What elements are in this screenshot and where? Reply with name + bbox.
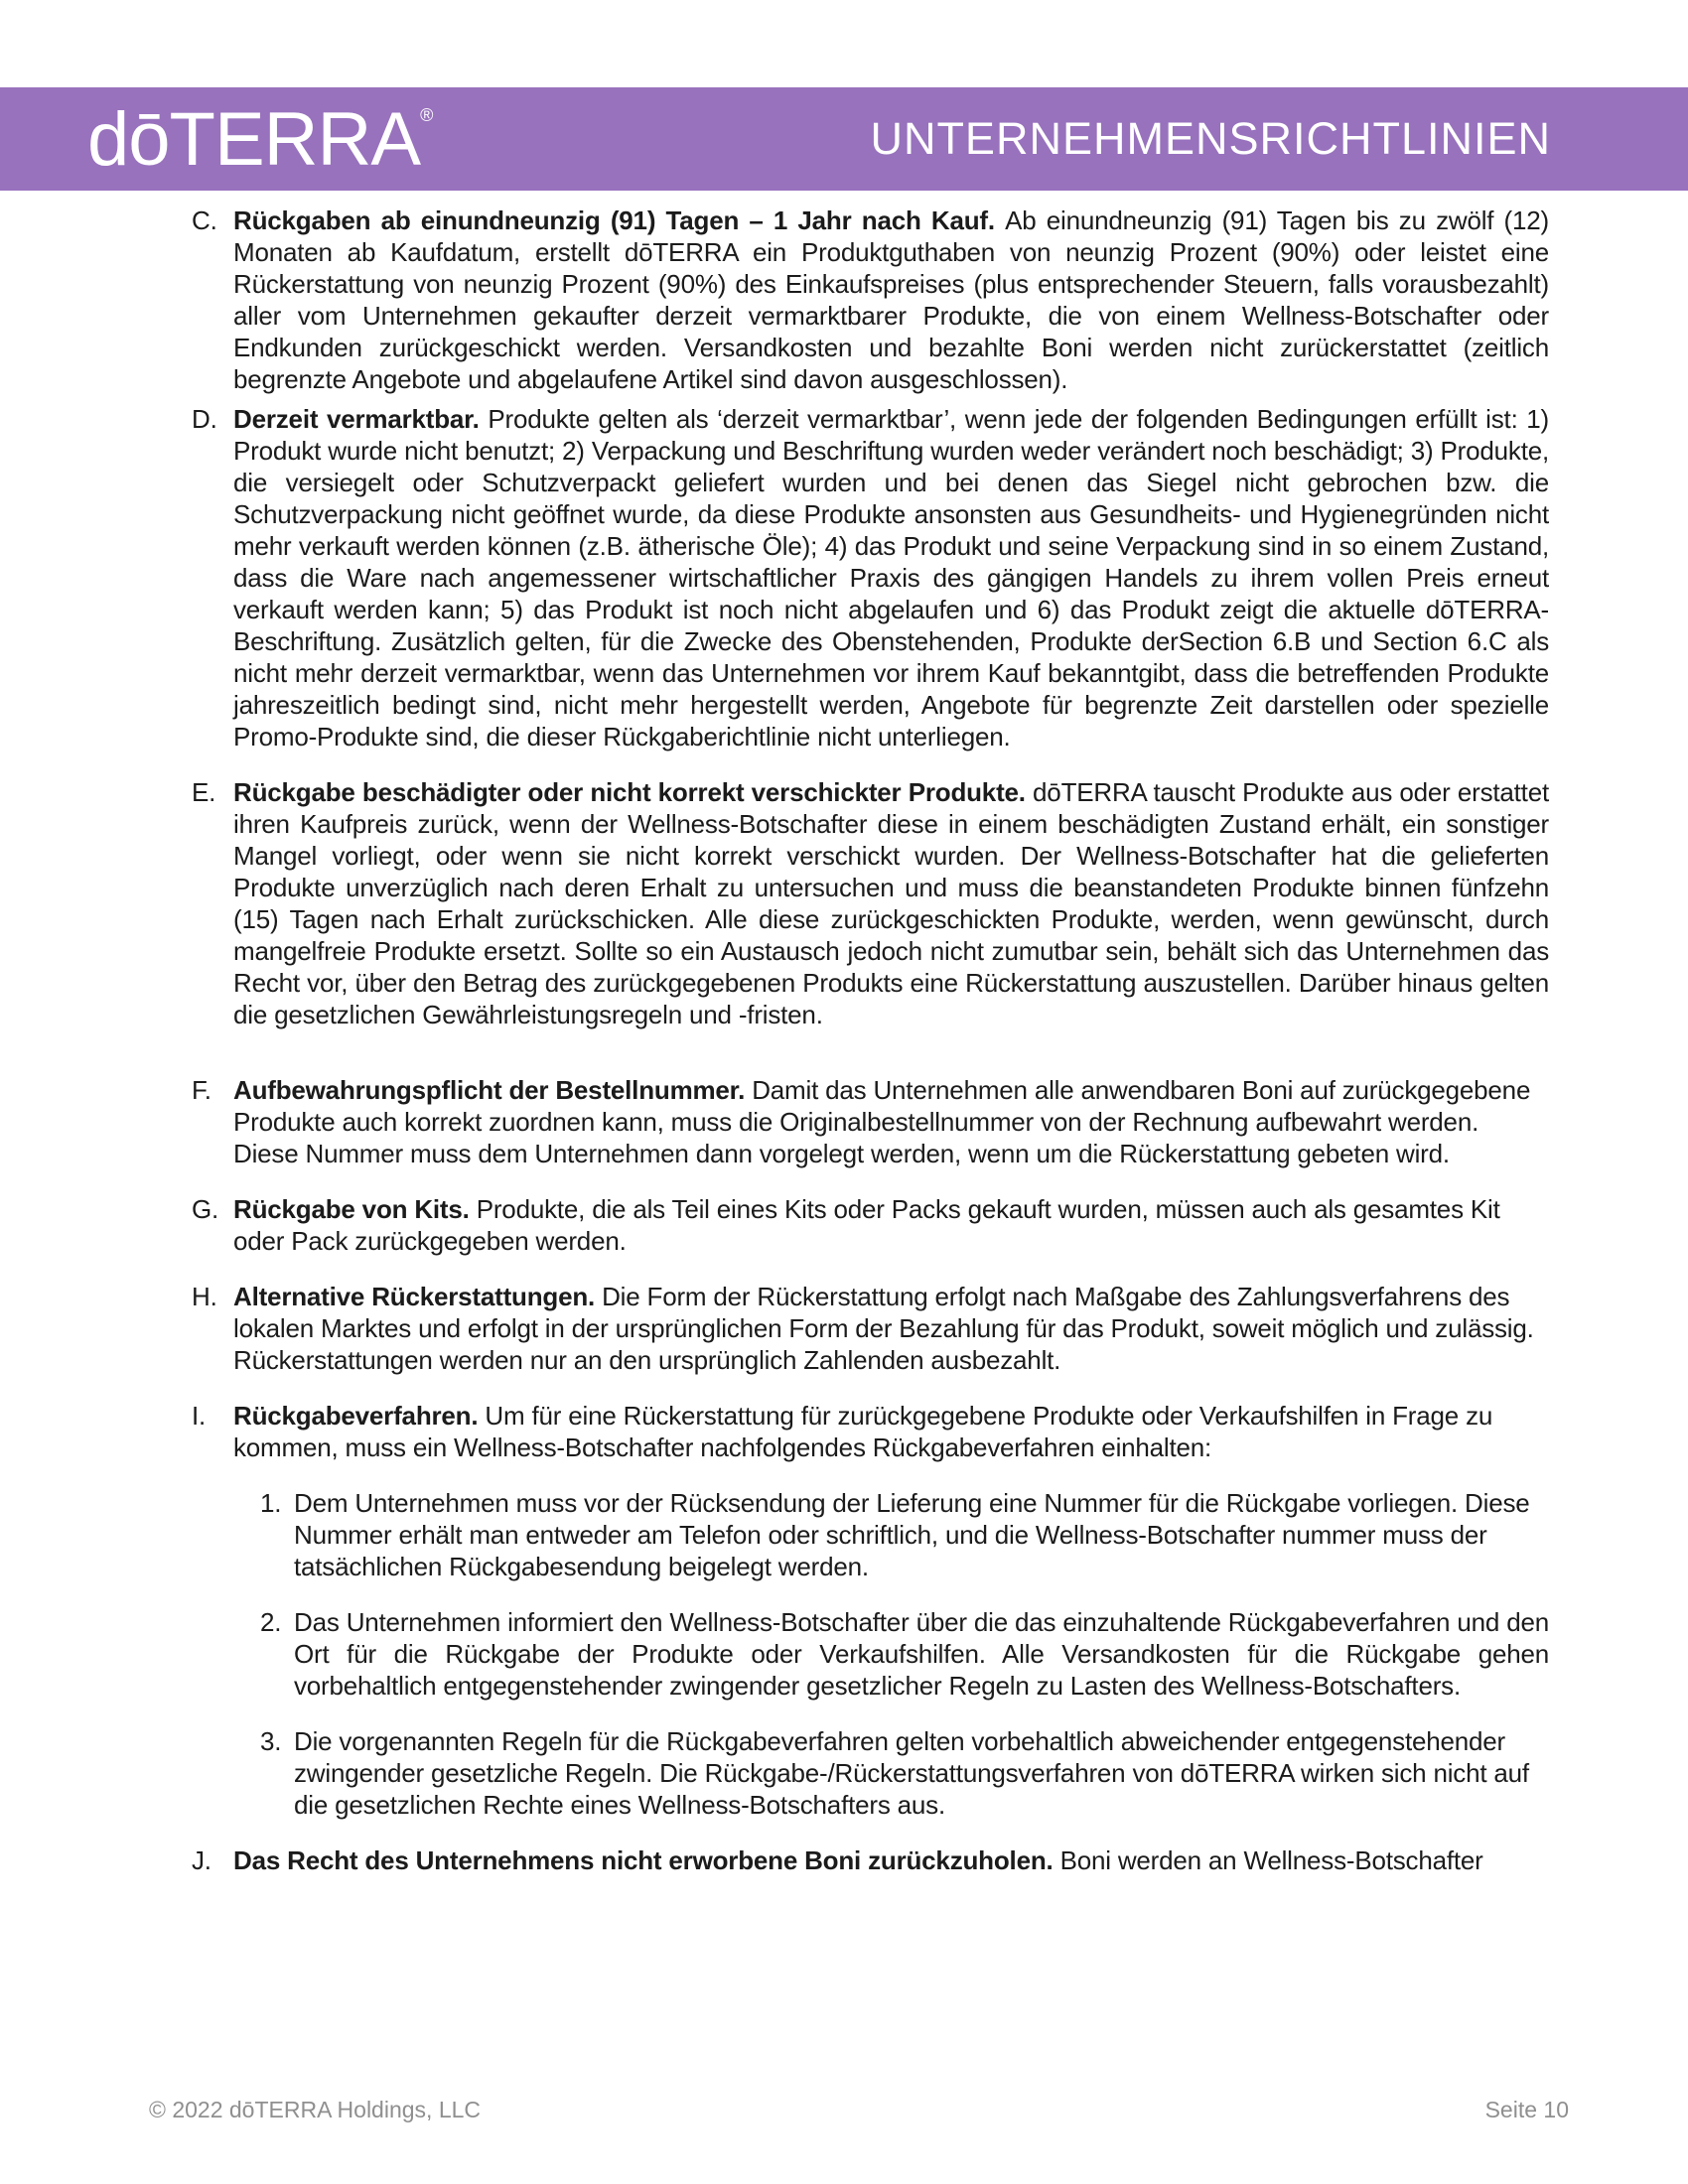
section-d [192, 403, 1549, 752]
section-body: Produkte, die als Teil eines Kits oder Packs gekauft wurden, müssen auch als gesamtes Kit oder Pack zurückgegeben werden. [233, 1194, 1500, 1256]
section-body: dōTERRA tauscht Produkte aus oder erstattet ihren Kaufpreis zurück, wenn der Wellness-Botschafter diese in einem beschädigten Zustand erhält, ein sonstiger Mangel vorliegt, oder wenn sie nicht korrekt verschickt wurden. Der Wellness-Botschafter hat die gelieferten Produkte unverzüglich nach deren Erhalt zu untersuchen und muss die beanstandeten Produkte binnen fünfzehn (15) Tagen nach Erhalt zurückschicken. Alle diese zurückgeschickten Produkte, werden, wenn gewünscht, durch mangelfreie Produkte ersetzt. Sollte so ein Austausch jedoch nicht zumutbar sein, behält sich das Unternehmen das Recht vor, über den Betrag des zurückgegebenen Produkts eine Rückerstattung auszustellen. Darüber hinaus gelten die gesetzlichen Gewährleistungsregeln und -fristen. [233, 777, 1549, 1029]
list-item [260, 1725, 1549, 1821]
section-body: Ab einundneunzig (91) Tagen bis zu zwölf (12) Monaten ab Kaufdatum, erstellt dōTERRA ein Produktguthaben von neunzig Prozent (90%) oder leistet eine Rückerstattung von neunzig Prozent (90%) des Einkaufspreises (plus entsprechender Steuern, falls vorausbezahlt) aller vom Unternehmen gekaufter derzeit vermarktbarer Produkte, die von einem Wellness-Botschafter oder Endkunden zurückgeschickt werden. Versandkosten und bezahlte Boni werden nicht zurückerstattet (zeitlich begrenzte Angebote und abgelaufene Artikel sind davon ausgeschlossen). [233, 205, 1549, 394]
section-title: Rückgabeverfahren. [233, 1401, 486, 1431]
section-body: Die Form der Rückerstattung erfolgt nach Maßgabe des Zahlungsverfahrens des lokalen Marktes und erfolgt in der ursprünglichen Form der Bezahlung für das Produkt, soweit möglich und zulässig. Rückerstattungen werden nur an den ursprünglich Zahlenden ausbezahlt. [233, 1282, 1534, 1375]
copyright-text: © 2022 dōTERRA Holdings, LLC [149, 2097, 482, 2122]
list-item-text: Dem Unternehmen muss vor der Rücksendung der Lieferung eine Nummer für die Rückgabe vorliegen. Diese Nummer erhält man entweder am Telefon oder schriftlich, und die Wellness-Botschafter nummer muss der tatsächlichen Rückgabesendung beigelegt werden. [294, 1488, 1530, 1581]
section-label: C. [192, 205, 217, 235]
section-title: Rückgabe beschädigter oder nicht korrekt verschickter Produkte. [233, 777, 1034, 807]
list-item [260, 1606, 1549, 1702]
section-text [233, 776, 1549, 1030]
section-body: Um für eine Rückerstattung für zurückgegebene Produkte oder Verkaufshilfen in Frage zu kommen, muss ein Wellness-Botschafter nachfolgendes Rückgabeverfahren einhalten: [233, 1401, 1493, 1462]
section-label: I. [192, 1401, 207, 1431]
section-g [192, 1193, 1549, 1257]
section-title: Rückgabe von Kits. [233, 1194, 477, 1224]
list-item [260, 1487, 1549, 1582]
section-text [233, 403, 1549, 752]
section-label: H. [192, 1282, 217, 1311]
list-item-text: Das Unternehmen informiert den Wellness-Botschafter über die das einzuhaltende Rückgabeverfahren und den Ort für die Rückgabe der Produkte oder Verkaufshilfen. Alle Versandkosten für die Rückgabe gehen vorbehaltlich entgegenstehender zwingender gesetzlicher Regeln zu Lasten des Wellness-Botschafters. [294, 1607, 1549, 1701]
list-item-text: Die vorgenannten Regeln für die Rückgabeverfahren gelten vorbehaltlich abweichender entgegenstehender zwingender gesetzliche Regeln. Die Rückgabe-/Rückerstattungsverfahren von dōTERRA wirken sich nicht auf die gesetzlichen Rechte eines Wellness-Botschafters aus. [294, 1726, 1529, 1820]
page-footer [149, 2097, 1569, 2124]
section-e [192, 776, 1549, 1030]
numbered-list [233, 1487, 1549, 1821]
section-text [233, 1281, 1549, 1376]
section-label: G. [192, 1194, 219, 1224]
list-item-number: 3. [260, 1726, 282, 1756]
section-title: Rückgaben ab einundneunzig (91) Tagen – 1 Jahr nach Kauf. [233, 205, 1006, 235]
section-title: Aufbewahrungspflicht der Bestellnummer. [233, 1075, 753, 1105]
section-label: E. [192, 777, 216, 807]
section-text [233, 205, 1549, 395]
section-body: Damit das Unternehmen alle anwendbaren Boni auf zurückgegebene Produkte auch korrekt zuordnen kann, muss die Originalbestellnummer von der Rechnung aufbewahrt werden. Diese Nummer muss dem Unternehmen dann vorgelegt werden, wenn um die Rückerstattung gebeten wird. [233, 1075, 1531, 1168]
section-title: Das Recht des Unternehmens nicht erworbene Boni zurückzuholen. [233, 1845, 1060, 1875]
section-text [233, 1400, 1549, 1821]
section-title: Alternative Rückerstattungen. [233, 1282, 603, 1311]
section-f [192, 1074, 1549, 1169]
registered-trademark-icon: ® [420, 105, 434, 125]
section-c [192, 205, 1549, 395]
section-j [192, 1844, 1549, 1876]
section-text [233, 1193, 1549, 1257]
section-label: D. [192, 404, 217, 434]
page-header-title: UNTERNEHMENSRICHTLINIEN [870, 113, 1551, 164]
section-label: J. [192, 1845, 211, 1875]
section-h [192, 1281, 1549, 1376]
section-text [233, 1844, 1549, 1876]
page-number: Seite 10 [1484, 2097, 1569, 2122]
section-body: Produkte gelten als ‘derzeit vermarktbar’, wenn jede der folgenden Bedingungen erfüllt ist: 1) Produkt wurde nicht benutzt; 2) Verpackung und Beschriftung wurden weder verändert noch beschädigt; 3) Produkte, die versiegelt oder Schutzverpackt geliefert wurden und bei denen das Siegel nicht gebrochen bzw. die Schutzverpackung nicht geöffnet wurde, da diese Produkte ansonsten aus Gesundheits- und Hygienegründen nicht mehr verkauft werden können (z.B. ätherische Öle); 4) das Produkt und seine Verpackung sind in so einem Zustand, dass die Ware nach angemessener wirtschaftlicher Praxis des gängigen Handels zu ihrem vollen Preis erneut verkauft werden kann; 5) das Produkt ist noch nicht abgelaufen und 6) das Produkt zeigt die aktuelle dōTERRA-Beschriftung. Zusätzlich gelten, für die Zwecke des Obenstehenden, Produkte derSection 6.B und Section 6.C als nicht mehr derzeit vermarktbar, wenn das Unternehmen vor ihrem Kauf bekanntgibt, dass die betreffenden Produkte jahreszeitlich bedingt sind, nicht mehr hergestellt werden, Angebote für begrenzte Zeit darstellen oder spezielle Promo-Produkte sind, die dieser Rückgaberichtlinie nicht unterliegen. [233, 404, 1549, 751]
header-bar [0, 87, 1688, 191]
list-item-number: 2. [260, 1607, 282, 1637]
doterra-logo-text: dōTERRA [87, 97, 421, 182]
section-text [233, 1074, 1549, 1169]
policy-sections [192, 205, 1549, 1876]
section-i [192, 1400, 1549, 1821]
list-item-number: 1. [260, 1488, 282, 1518]
section-body: Boni werden an Wellness-Botschafter [1059, 1845, 1483, 1875]
doterra-logo [87, 97, 434, 182]
section-title: Derzeit vermarktbar. [233, 404, 489, 434]
section-label: F. [192, 1075, 211, 1105]
